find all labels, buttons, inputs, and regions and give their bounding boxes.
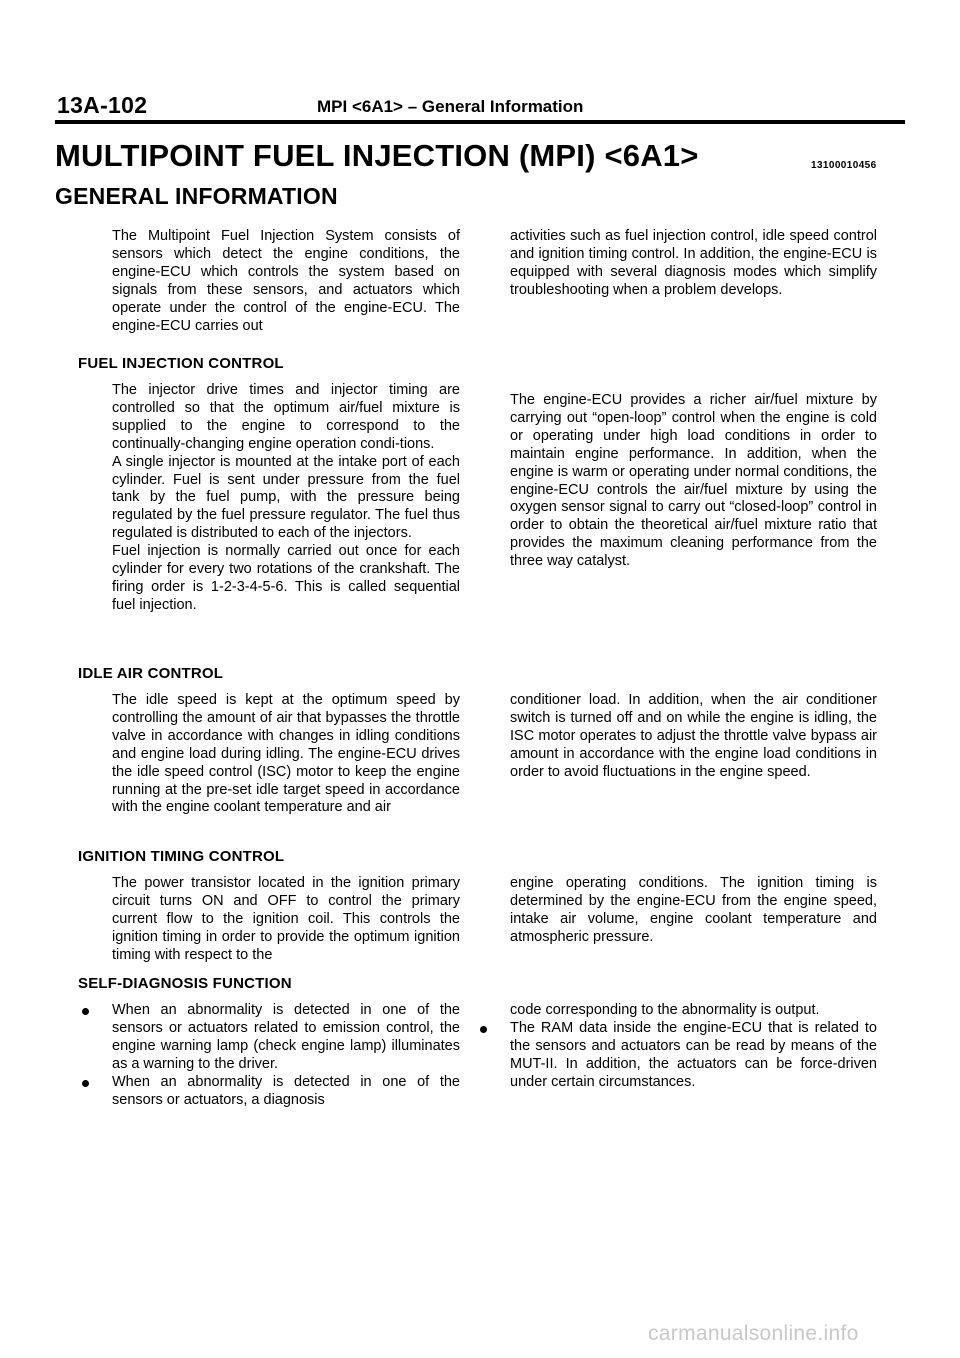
idle-air-right: conditioner load. In addition, when the air conditioner switch is turned off and on while the engine is idling, the ISC motor operates to adjust the throttle valve bypass air amount in accordance with the engine load conditions in order to avoid fluctuations in the engine speed. (510, 692, 877, 780)
running-head: MPI <6A1> – General Information (317, 97, 584, 116)
heading-idle-air-control: IDLE AIR CONTROL (78, 665, 224, 682)
list-item (82, 1074, 460, 1110)
bullet-icon (82, 1080, 89, 1087)
ignition-right: engine operating conditions. The ignition timing is determined by the engine-ECU from the engine speed, intake air volume, engine coolant temperature and atmospheric pressure. (510, 875, 877, 945)
heading-self-diagnosis-function: SELF-DIAGNOSIS FUNCTION (78, 975, 292, 992)
header-rule (55, 120, 905, 124)
heading-ignition-timing-control: IGNITION TIMING CONTROL (78, 848, 285, 865)
section-title: GENERAL INFORMATION (55, 183, 338, 209)
bullet-text: The RAM data inside the engine-ECU that is related to the sensors and actuators can be read by means of the MUT-II. In addition, the actuators can be force-driven under certain circumstances. (510, 1019, 877, 1090)
bullet-text: When an abnormality is detected in one of the sensors or actuators, a diagnosis (112, 1073, 460, 1108)
ignition-left: The power transistor located in the ignition primary circuit turns ON and OFF to control the primary current flow to the ignition coil. This controls the ignition timing in order to provide the optimum ignition timing with respect to the (112, 875, 460, 963)
page-title: MULTIPOINT FUEL INJECTION (MPI) <6A1> (55, 138, 699, 173)
fuel-injection-paragraph-1: The injector drive times and injector timing are controlled so that the optimum air/fuel mixture is supplied to the engine to correspond to the continually-changing engine operation condi-tions. (112, 382, 460, 452)
self-diagnosis-right (480, 1002, 877, 1092)
self-diagnosis-bullet-list (82, 1002, 460, 1109)
fuel-injection-paragraph-3: Fuel injection is normally carried out once for each cylinder for every two rotations of the crankshaft. The firing order is 1-2-3-4-5-6. This is called sequential fuel injection. (112, 543, 460, 613)
diagnosis-continuation: code corresponding to the abnormality is output. (510, 1002, 820, 1018)
idle-air-left: The idle speed is kept at the optimum speed by controlling the amount of air that bypasses the throttle valve in accordance with changes in idling conditions and engine load during idling. The engine-ECU drives the idle speed control (ISC) motor to keep the engine running at the pre-set idle target speed in accordance with the engine coolant temperature and air (112, 692, 460, 816)
page-number: 13A-102 (57, 92, 148, 118)
bullet-icon (82, 1008, 89, 1015)
general-info-right: activities such as fuel injection control, idle speed control and ignition timing control. In addition, the engine-ECU is equipped with several diagnosis modes which simplify troubleshooting when a problem develops. (510, 228, 877, 298)
self-diagnosis-left (82, 1002, 460, 1109)
fuel-injection-left (112, 382, 460, 615)
list-item (82, 1002, 460, 1074)
fuel-injection-right: The engine-ECU provides a richer air/fuel mixture by carrying out “open-loop” control when the engine is cold or operating under high load conditions in order to maintain engine performance. In addition, when the engine is warm or operating under normal conditions, the engine-ECU controls the air/fuel mixture by using the oxygen sensor signal to carry out “closed-loop” control in order to obtain the theoretical air/fuel mixture ratio that provides the maximum cleaning performance from the three way catalyst. (510, 392, 877, 570)
self-diagnosis-right-bullet-list (480, 1020, 877, 1092)
heading-fuel-injection-control: FUEL INJECTION CONTROL (78, 355, 284, 372)
reference-code: 13100010456 (811, 160, 877, 171)
fuel-injection-paragraph-2: A single injector is mounted at the intake port of each cylinder. Fuel is sent under pressure from the fuel tank by the fuel pump, with the pressure being regulated by the fuel pressure regulator. The fuel thus regulated is distributed to each of the injectors. (112, 453, 460, 542)
general-info-left: The Multipoint Fuel Injection System consists of sensors which detect the engine conditions, the engine-ECU which controls the system based on signals from these sensors, and actuators which operate under the control of the engine-ECU. The engine-ECU carries out (112, 228, 460, 334)
list-item (480, 1020, 877, 1092)
watermark: carmanualsonline.info (648, 1322, 859, 1345)
bullet-text: When an abnormality is detected in one of the sensors or actuators related to emission control, the engine warning lamp (check engine lamp) illuminates as a warning to the driver. (112, 1002, 460, 1072)
bullet-icon (480, 1026, 487, 1033)
